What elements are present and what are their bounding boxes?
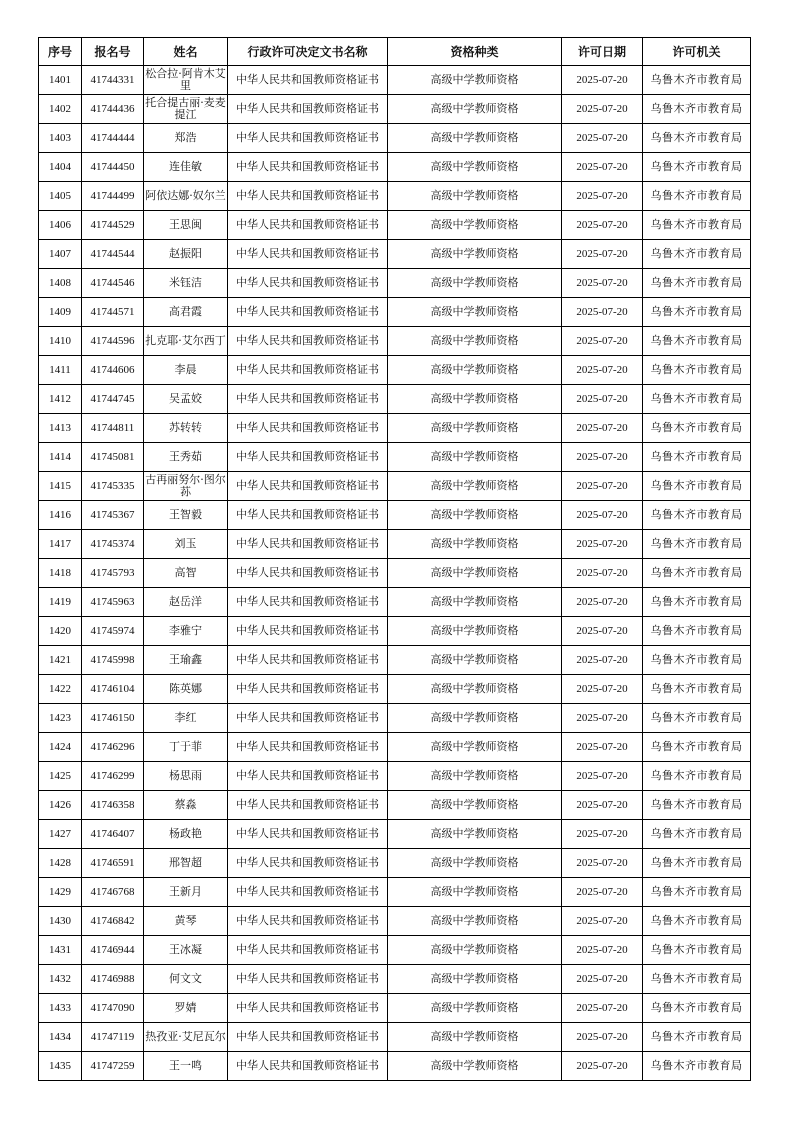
cell-doc-name: 中华人民共和国教师资格证书	[228, 617, 388, 646]
table-row	[39, 617, 751, 646]
cell-reg-no: 41747259	[82, 1052, 144, 1081]
cell-doc-name: 中华人民共和国教师资格证书	[228, 269, 388, 298]
cell-authority: 乌鲁木齐市教育局	[643, 791, 751, 820]
cell-authority: 乌鲁木齐市教育局	[643, 1023, 751, 1052]
cell-reg-no: 41746768	[82, 878, 144, 907]
cell-qual-type: 高级中学教师资格	[388, 617, 562, 646]
license-table	[38, 37, 751, 1081]
cell-seq: 1417	[39, 530, 82, 559]
table-row	[39, 95, 751, 124]
cell-name: 蔡淼	[144, 791, 228, 820]
cell-authority: 乌鲁木齐市教育局	[643, 269, 751, 298]
table-row	[39, 1052, 751, 1081]
cell-doc-name: 中华人民共和国教师资格证书	[228, 153, 388, 182]
cell-qual-type: 高级中学教师资格	[388, 211, 562, 240]
cell-qual-type: 高级中学教师资格	[388, 472, 562, 501]
table-row	[39, 298, 751, 327]
table-row	[39, 762, 751, 791]
cell-date: 2025-07-20	[562, 820, 643, 849]
cell-qual-type: 高级中学教师资格	[388, 878, 562, 907]
cell-seq: 1407	[39, 240, 82, 269]
cell-date: 2025-07-20	[562, 66, 643, 95]
cell-doc-name: 中华人民共和国教师资格证书	[228, 211, 388, 240]
cell-qual-type: 高级中学教师资格	[388, 1052, 562, 1081]
cell-doc-name: 中华人民共和国教师资格证书	[228, 124, 388, 153]
cell-seq: 1427	[39, 820, 82, 849]
cell-doc-name: 中华人民共和国教师资格证书	[228, 1023, 388, 1052]
cell-reg-no: 41746104	[82, 675, 144, 704]
table-row	[39, 965, 751, 994]
cell-name: 王秀茹	[144, 443, 228, 472]
cell-date: 2025-07-20	[562, 530, 643, 559]
cell-name: 陈英娜	[144, 675, 228, 704]
cell-reg-no: 41744811	[82, 414, 144, 443]
cell-name: 吴孟姣	[144, 385, 228, 414]
table-row	[39, 385, 751, 414]
table-row	[39, 530, 751, 559]
cell-doc-name: 中华人民共和国教师资格证书	[228, 646, 388, 675]
header-seq: 序号	[39, 38, 82, 66]
cell-qual-type: 高级中学教师资格	[388, 269, 562, 298]
table-row	[39, 124, 751, 153]
cell-name: 赵振阳	[144, 240, 228, 269]
cell-name: 高君霞	[144, 298, 228, 327]
header-reg-no: 报名号	[82, 38, 144, 66]
cell-date: 2025-07-20	[562, 878, 643, 907]
cell-seq: 1423	[39, 704, 82, 733]
table-row	[39, 501, 751, 530]
cell-seq: 1433	[39, 994, 82, 1023]
cell-date: 2025-07-20	[562, 733, 643, 762]
cell-seq: 1432	[39, 965, 82, 994]
cell-name: 王思闽	[144, 211, 228, 240]
table-row	[39, 443, 751, 472]
cell-qual-type: 高级中学教师资格	[388, 965, 562, 994]
cell-seq: 1428	[39, 849, 82, 878]
cell-doc-name: 中华人民共和国教师资格证书	[228, 907, 388, 936]
cell-doc-name: 中华人民共和国教师资格证书	[228, 791, 388, 820]
table-row	[39, 211, 751, 240]
cell-seq: 1412	[39, 385, 82, 414]
cell-seq: 1402	[39, 95, 82, 124]
cell-authority: 乌鲁木齐市教育局	[643, 182, 751, 211]
cell-reg-no: 41745793	[82, 559, 144, 588]
cell-qual-type: 高级中学教师资格	[388, 559, 562, 588]
cell-authority: 乌鲁木齐市教育局	[643, 211, 751, 240]
cell-qual-type: 高级中学教师资格	[388, 762, 562, 791]
cell-reg-no: 41744596	[82, 327, 144, 356]
cell-name: 托合提古丽·麦麦提江	[144, 95, 228, 124]
cell-qual-type: 高级中学教师资格	[388, 994, 562, 1023]
table-body	[39, 66, 751, 1081]
cell-reg-no: 41747090	[82, 994, 144, 1023]
table-row	[39, 66, 751, 95]
cell-date: 2025-07-20	[562, 95, 643, 124]
cell-name: 王智毅	[144, 501, 228, 530]
cell-qual-type: 高级中学教师资格	[388, 1023, 562, 1052]
cell-qual-type: 高级中学教师资格	[388, 182, 562, 211]
cell-date: 2025-07-20	[562, 704, 643, 733]
table-row	[39, 936, 751, 965]
cell-name: 李红	[144, 704, 228, 733]
table-row	[39, 414, 751, 443]
cell-authority: 乌鲁木齐市教育局	[643, 385, 751, 414]
cell-reg-no: 41746150	[82, 704, 144, 733]
cell-reg-no: 41744450	[82, 153, 144, 182]
table-row	[39, 1023, 751, 1052]
table-row	[39, 675, 751, 704]
cell-seq: 1406	[39, 211, 82, 240]
cell-reg-no: 41746358	[82, 791, 144, 820]
cell-doc-name: 中华人民共和国教师资格证书	[228, 878, 388, 907]
cell-date: 2025-07-20	[562, 936, 643, 965]
cell-reg-no: 41746842	[82, 907, 144, 936]
cell-qual-type: 高级中学教师资格	[388, 588, 562, 617]
cell-doc-name: 中华人民共和国教师资格证书	[228, 559, 388, 588]
cell-date: 2025-07-20	[562, 153, 643, 182]
table-header	[39, 38, 751, 66]
cell-seq: 1420	[39, 617, 82, 646]
cell-authority: 乌鲁木齐市教育局	[643, 240, 751, 269]
cell-seq: 1430	[39, 907, 82, 936]
cell-qual-type: 高级中学教师资格	[388, 443, 562, 472]
cell-doc-name: 中华人民共和国教师资格证书	[228, 298, 388, 327]
table-row	[39, 327, 751, 356]
cell-doc-name: 中华人民共和国教师资格证书	[228, 501, 388, 530]
cell-name: 连佳敏	[144, 153, 228, 182]
cell-reg-no: 41744436	[82, 95, 144, 124]
cell-name: 杨政艳	[144, 820, 228, 849]
table-row	[39, 820, 751, 849]
cell-authority: 乌鲁木齐市教育局	[643, 617, 751, 646]
cell-doc-name: 中华人民共和国教师资格证书	[228, 327, 388, 356]
table-row	[39, 907, 751, 936]
header-qual-type: 资格种类	[388, 38, 562, 66]
cell-name: 李晨	[144, 356, 228, 385]
cell-authority: 乌鲁木齐市教育局	[643, 878, 751, 907]
cell-date: 2025-07-20	[562, 994, 643, 1023]
cell-date: 2025-07-20	[562, 385, 643, 414]
table-row	[39, 733, 751, 762]
table-row	[39, 240, 751, 269]
table-row	[39, 182, 751, 211]
cell-authority: 乌鲁木齐市教育局	[643, 733, 751, 762]
cell-reg-no: 41745374	[82, 530, 144, 559]
cell-authority: 乌鲁木齐市教育局	[643, 762, 751, 791]
cell-seq: 1419	[39, 588, 82, 617]
cell-reg-no: 41744571	[82, 298, 144, 327]
cell-date: 2025-07-20	[562, 675, 643, 704]
cell-name: 王瑜鑫	[144, 646, 228, 675]
cell-authority: 乌鲁木齐市教育局	[643, 994, 751, 1023]
cell-seq: 1431	[39, 936, 82, 965]
cell-qual-type: 高级中学教师资格	[388, 356, 562, 385]
cell-doc-name: 中华人民共和国教师资格证书	[228, 675, 388, 704]
cell-qual-type: 高级中学教师资格	[388, 327, 562, 356]
cell-seq: 1404	[39, 153, 82, 182]
cell-authority: 乌鲁木齐市教育局	[643, 559, 751, 588]
cell-authority: 乌鲁木齐市教育局	[643, 820, 751, 849]
cell-reg-no: 41744546	[82, 269, 144, 298]
cell-doc-name: 中华人民共和国教师资格证书	[228, 936, 388, 965]
cell-doc-name: 中华人民共和国教师资格证书	[228, 849, 388, 878]
cell-qual-type: 高级中学教师资格	[388, 153, 562, 182]
cell-qual-type: 高级中学教师资格	[388, 414, 562, 443]
cell-qual-type: 高级中学教师资格	[388, 849, 562, 878]
cell-authority: 乌鲁木齐市教育局	[643, 907, 751, 936]
cell-qual-type: 高级中学教师资格	[388, 675, 562, 704]
cell-name: 邢智超	[144, 849, 228, 878]
table-row	[39, 878, 751, 907]
cell-reg-no: 41744544	[82, 240, 144, 269]
cell-doc-name: 中华人民共和国教师资格证书	[228, 66, 388, 95]
cell-name: 刘玉	[144, 530, 228, 559]
cell-reg-no: 41746299	[82, 762, 144, 791]
cell-seq: 1408	[39, 269, 82, 298]
cell-seq: 1405	[39, 182, 82, 211]
cell-name: 古再丽努尔·图尔荪	[144, 472, 228, 501]
cell-authority: 乌鲁木齐市教育局	[643, 327, 751, 356]
cell-name: 黄琴	[144, 907, 228, 936]
cell-seq: 1429	[39, 878, 82, 907]
cell-name: 苏转转	[144, 414, 228, 443]
cell-reg-no: 41744499	[82, 182, 144, 211]
cell-date: 2025-07-20	[562, 414, 643, 443]
cell-doc-name: 中华人民共和国教师资格证书	[228, 820, 388, 849]
cell-name: 丁于菲	[144, 733, 228, 762]
cell-seq: 1425	[39, 762, 82, 791]
cell-reg-no: 41744529	[82, 211, 144, 240]
cell-qual-type: 高级中学教师资格	[388, 530, 562, 559]
cell-reg-no: 41745963	[82, 588, 144, 617]
cell-doc-name: 中华人民共和国教师资格证书	[228, 356, 388, 385]
cell-seq: 1426	[39, 791, 82, 820]
cell-seq: 1413	[39, 414, 82, 443]
cell-doc-name: 中华人民共和国教师资格证书	[228, 733, 388, 762]
cell-authority: 乌鲁木齐市教育局	[643, 124, 751, 153]
cell-seq: 1409	[39, 298, 82, 327]
cell-date: 2025-07-20	[562, 269, 643, 298]
cell-name: 何文文	[144, 965, 228, 994]
cell-reg-no: 41744444	[82, 124, 144, 153]
cell-name: 高智	[144, 559, 228, 588]
cell-reg-no: 41744745	[82, 385, 144, 414]
cell-qual-type: 高级中学教师资格	[388, 385, 562, 414]
cell-seq: 1435	[39, 1052, 82, 1081]
cell-authority: 乌鲁木齐市教育局	[643, 936, 751, 965]
header-authority: 许可机关	[643, 38, 751, 66]
table-row	[39, 849, 751, 878]
cell-reg-no: 41745974	[82, 617, 144, 646]
cell-authority: 乌鲁木齐市教育局	[643, 675, 751, 704]
cell-reg-no: 41747119	[82, 1023, 144, 1052]
cell-doc-name: 中华人民共和国教师资格证书	[228, 472, 388, 501]
cell-seq: 1403	[39, 124, 82, 153]
table-row	[39, 588, 751, 617]
cell-date: 2025-07-20	[562, 298, 643, 327]
cell-date: 2025-07-20	[562, 646, 643, 675]
cell-name: 郑浩	[144, 124, 228, 153]
cell-seq: 1411	[39, 356, 82, 385]
cell-authority: 乌鲁木齐市教育局	[643, 356, 751, 385]
cell-date: 2025-07-20	[562, 124, 643, 153]
cell-authority: 乌鲁木齐市教育局	[643, 965, 751, 994]
cell-date: 2025-07-20	[562, 762, 643, 791]
header-row	[39, 38, 751, 66]
cell-name: 米钰洁	[144, 269, 228, 298]
cell-seq: 1401	[39, 66, 82, 95]
cell-reg-no: 41745081	[82, 443, 144, 472]
cell-authority: 乌鲁木齐市教育局	[643, 588, 751, 617]
cell-name: 赵岳洋	[144, 588, 228, 617]
cell-date: 2025-07-20	[562, 327, 643, 356]
header-name: 姓名	[144, 38, 228, 66]
cell-seq: 1421	[39, 646, 82, 675]
cell-name: 王新月	[144, 878, 228, 907]
cell-authority: 乌鲁木齐市教育局	[643, 472, 751, 501]
cell-qual-type: 高级中学教师资格	[388, 66, 562, 95]
table-row	[39, 646, 751, 675]
cell-name: 罗婧	[144, 994, 228, 1023]
table-row	[39, 356, 751, 385]
cell-doc-name: 中华人民共和国教师资格证书	[228, 95, 388, 124]
cell-seq: 1416	[39, 501, 82, 530]
table-row	[39, 559, 751, 588]
cell-date: 2025-07-20	[562, 356, 643, 385]
cell-name: 松合拉·阿肯木艾里	[144, 66, 228, 95]
cell-reg-no: 41745367	[82, 501, 144, 530]
cell-seq: 1415	[39, 472, 82, 501]
cell-doc-name: 中华人民共和国教师资格证书	[228, 965, 388, 994]
cell-date: 2025-07-20	[562, 907, 643, 936]
cell-doc-name: 中华人民共和国教师资格证书	[228, 182, 388, 211]
table-row	[39, 994, 751, 1023]
cell-seq: 1434	[39, 1023, 82, 1052]
cell-date: 2025-07-20	[562, 965, 643, 994]
cell-date: 2025-07-20	[562, 1023, 643, 1052]
cell-doc-name: 中华人民共和国教师资格证书	[228, 443, 388, 472]
cell-qual-type: 高级中学教师资格	[388, 240, 562, 269]
header-doc-name: 行政许可决定文书名称	[228, 38, 388, 66]
cell-doc-name: 中华人民共和国教师资格证书	[228, 385, 388, 414]
cell-reg-no: 41746591	[82, 849, 144, 878]
cell-seq: 1418	[39, 559, 82, 588]
cell-name: 王一鸣	[144, 1052, 228, 1081]
cell-seq: 1414	[39, 443, 82, 472]
cell-authority: 乌鲁木齐市教育局	[643, 646, 751, 675]
cell-qual-type: 高级中学教师资格	[388, 820, 562, 849]
cell-reg-no: 41746296	[82, 733, 144, 762]
cell-date: 2025-07-20	[562, 1052, 643, 1081]
table-row	[39, 269, 751, 298]
cell-qual-type: 高级中学教师资格	[388, 907, 562, 936]
cell-date: 2025-07-20	[562, 849, 643, 878]
cell-date: 2025-07-20	[562, 443, 643, 472]
cell-reg-no: 41744606	[82, 356, 144, 385]
cell-qual-type: 高级中学教师资格	[388, 646, 562, 675]
cell-name: 热孜亚·艾尼瓦尔	[144, 1023, 228, 1052]
cell-date: 2025-07-20	[562, 559, 643, 588]
cell-authority: 乌鲁木齐市教育局	[643, 530, 751, 559]
table-row	[39, 791, 751, 820]
cell-qual-type: 高级中学教师资格	[388, 733, 562, 762]
cell-date: 2025-07-20	[562, 472, 643, 501]
cell-doc-name: 中华人民共和国教师资格证书	[228, 414, 388, 443]
cell-name: 杨思雨	[144, 762, 228, 791]
cell-authority: 乌鲁木齐市教育局	[643, 1052, 751, 1081]
cell-date: 2025-07-20	[562, 791, 643, 820]
cell-qual-type: 高级中学教师资格	[388, 95, 562, 124]
cell-name: 阿依达娜·奴尔兰	[144, 182, 228, 211]
cell-authority: 乌鲁木齐市教育局	[643, 298, 751, 327]
cell-seq: 1410	[39, 327, 82, 356]
cell-seq: 1422	[39, 675, 82, 704]
cell-qual-type: 高级中学教师资格	[388, 124, 562, 153]
cell-reg-no: 41745335	[82, 472, 144, 501]
cell-name: 王冰凝	[144, 936, 228, 965]
cell-name: 李雅宁	[144, 617, 228, 646]
cell-qual-type: 高级中学教师资格	[388, 936, 562, 965]
cell-date: 2025-07-20	[562, 501, 643, 530]
cell-qual-type: 高级中学教师资格	[388, 298, 562, 327]
table-row	[39, 704, 751, 733]
cell-doc-name: 中华人民共和国教师资格证书	[228, 530, 388, 559]
cell-reg-no: 41744331	[82, 66, 144, 95]
cell-authority: 乌鲁木齐市教育局	[643, 66, 751, 95]
cell-qual-type: 高级中学教师资格	[388, 704, 562, 733]
cell-authority: 乌鲁木齐市教育局	[643, 443, 751, 472]
cell-authority: 乌鲁木齐市教育局	[643, 414, 751, 443]
cell-reg-no: 41746407	[82, 820, 144, 849]
cell-authority: 乌鲁木齐市教育局	[643, 501, 751, 530]
table-row	[39, 153, 751, 182]
cell-date: 2025-07-20	[562, 588, 643, 617]
cell-reg-no: 41746944	[82, 936, 144, 965]
cell-date: 2025-07-20	[562, 211, 643, 240]
cell-doc-name: 中华人民共和国教师资格证书	[228, 588, 388, 617]
header-date: 许可日期	[562, 38, 643, 66]
cell-authority: 乌鲁木齐市教育局	[643, 849, 751, 878]
cell-doc-name: 中华人民共和国教师资格证书	[228, 1052, 388, 1081]
cell-doc-name: 中华人民共和国教师资格证书	[228, 762, 388, 791]
cell-date: 2025-07-20	[562, 182, 643, 211]
cell-qual-type: 高级中学教师资格	[388, 501, 562, 530]
cell-qual-type: 高级中学教师资格	[388, 791, 562, 820]
cell-doc-name: 中华人民共和国教师资格证书	[228, 704, 388, 733]
cell-doc-name: 中华人民共和国教师资格证书	[228, 994, 388, 1023]
cell-seq: 1424	[39, 733, 82, 762]
cell-authority: 乌鲁木齐市教育局	[643, 95, 751, 124]
cell-authority: 乌鲁木齐市教育局	[643, 153, 751, 182]
cell-date: 2025-07-20	[562, 617, 643, 646]
cell-date: 2025-07-20	[562, 240, 643, 269]
cell-doc-name: 中华人民共和国教师资格证书	[228, 240, 388, 269]
cell-name: 扎克耶·艾尔西丁	[144, 327, 228, 356]
table-row	[39, 472, 751, 501]
cell-authority: 乌鲁木齐市教育局	[643, 704, 751, 733]
cell-reg-no: 41745998	[82, 646, 144, 675]
cell-reg-no: 41746988	[82, 965, 144, 994]
